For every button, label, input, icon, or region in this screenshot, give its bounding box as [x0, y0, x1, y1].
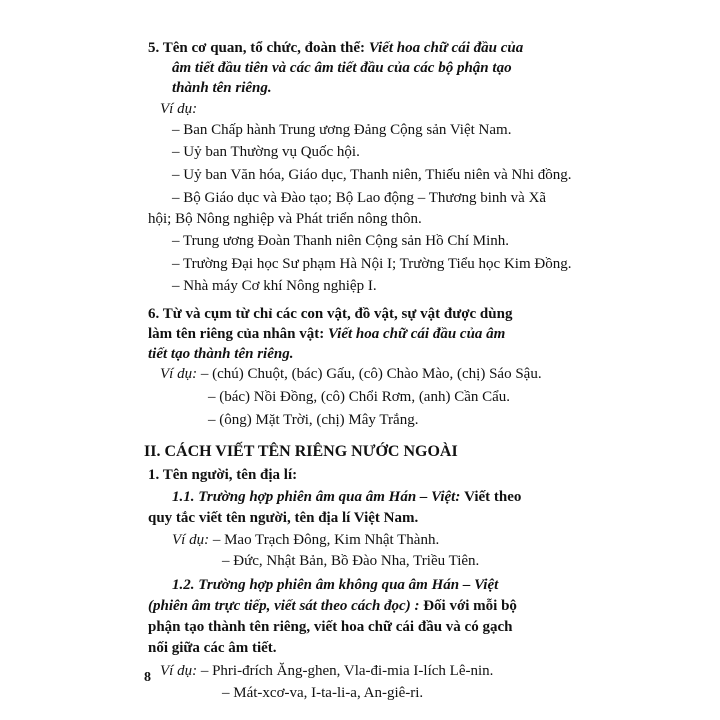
ex12-line1	[160, 661, 493, 681]
p12-italic-l2: (phiên âm trực tiếp, viết sát theo cách đọc) :	[148, 598, 420, 614]
s5-example: – Trường Đại học Sư phạm Hà Nội I; Trường Tiểu học Kim Đồng.	[172, 256, 572, 272]
s6-rule-l3: tiết tạo thành tên riêng.	[148, 346, 294, 362]
s5-title-line	[148, 38, 523, 58]
ex11-line1	[172, 530, 439, 550]
s6-example-line	[160, 364, 542, 384]
s5-example: – Nhà máy Cơ khí Nông nghiệp I.	[172, 278, 377, 294]
p12-bold-l3: phận tạo thành tên riêng, viết hoa chữ cái đầu và có gạch	[148, 619, 513, 635]
p12-line2	[148, 596, 517, 616]
p11-bold-l1: Viết theo	[464, 489, 522, 505]
ex11-item: – Mao Trạch Đông, Kim Nhật Thành.	[212, 532, 440, 548]
p11-bold-l2: quy tắc viết tên người, tên địa lí Việt Nam.	[148, 510, 419, 526]
ex12-item: – Phri-đrích Ăng-ghen, Vla-đi-mia I-lích Lê-nin.	[200, 663, 494, 679]
s5-example-label: Ví dụ:	[160, 101, 198, 117]
p11-italic: 1.1. Trường hợp phiên âm qua âm Hán – Việt:	[172, 489, 461, 505]
s5-rule-l2: âm tiết đầu tiên và các âm tiết đầu của các bộ phận tạo	[172, 60, 512, 76]
ex12-label: Ví dụ:	[160, 663, 198, 679]
s5-example: – Uỷ ban Văn hóa, Giáo dục, Thanh niên, Thiếu niên và Nhi đồng.	[172, 167, 572, 183]
s6-title-line2	[148, 324, 505, 344]
s6-example: – (chú) Chuột, (bác) Gấu, (cô) Chào Mào, (chị) Sáo Sậu.	[200, 366, 542, 382]
s5-title: 5. Tên cơ quan, tổ chức, đoàn thể:	[148, 40, 366, 56]
p12-bold-l4: nối giữa các âm tiết.	[148, 640, 277, 656]
s5-example: – Uỷ ban Thường vụ Quốc hội.	[172, 144, 360, 160]
s6-title-l2: làm tên riêng của nhân vật:	[148, 326, 325, 342]
s5-rule-l1: Viết hoa chữ cái đầu của	[368, 40, 524, 56]
ex12-item: – Mát-xcơ-va, I-ta-li-a, An-giê-ri.	[222, 685, 424, 701]
page-number: 8	[144, 670, 151, 685]
subsection-title: 1. Tên người, tên địa lí:	[148, 467, 298, 483]
ex11-label: Ví dụ:	[172, 532, 210, 548]
s6-example-label: Ví dụ:	[160, 366, 198, 382]
s5-example: – Trung ương Đoàn Thanh niên Cộng sản Hồ Chí Minh.	[172, 233, 510, 249]
s6-rule-l2: Viết hoa chữ cái đầu của âm	[328, 326, 506, 342]
s6-example: – (bác) Nồi Đồng, (cô) Chổi Rơm, (anh) Cần Cẩu.	[208, 389, 511, 405]
p12-bold-l2: Đối với mỗi bộ	[423, 598, 517, 614]
p11-line1	[172, 487, 521, 507]
section-heading: II. CÁCH VIẾT TÊN RIÊNG NƯỚC NGOÀI	[144, 443, 458, 460]
p12-italic-l1: 1.2. Trường hợp phiên âm không qua âm Hán – Việt	[172, 577, 499, 593]
s5-rule-l3: thành tên riêng.	[172, 80, 272, 96]
s6-example: – (ông) Mặt Trời, (chị) Mây Trắng.	[208, 412, 419, 428]
s6-title-l1: 6. Từ và cụm từ chỉ các con vật, đồ vật, sự vật được dùng	[148, 306, 513, 322]
ex11-item: – Đức, Nhật Bản, Bồ Đào Nha, Triều Tiên.	[222, 553, 480, 569]
s5-example: – Bộ Giáo dục và Đào tạo; Bộ Lao động – Thương binh và Xã	[172, 190, 547, 206]
s5-example: hội; Bộ Nông nghiệp và Phát triển nông thôn.	[148, 211, 422, 227]
s5-example: – Ban Chấp hành Trung ương Đảng Cộng sản Việt Nam.	[172, 122, 512, 138]
